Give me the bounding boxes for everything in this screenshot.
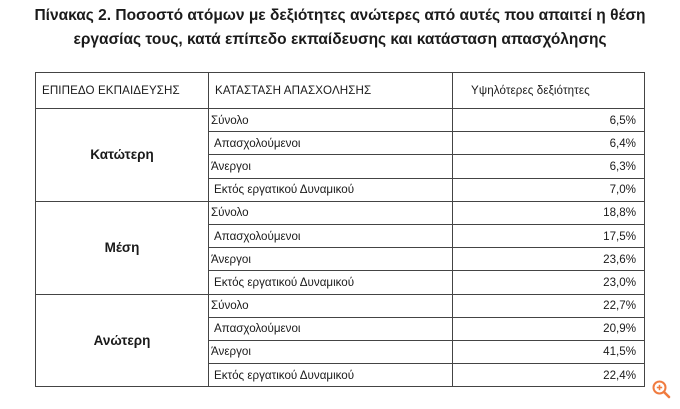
status-cell: Σύνολο <box>209 201 453 224</box>
header-employment-status: ΚΑΤΑΣΤΑΣΗ ΑΠΑΣΧΟΛΗΣΗΣ <box>209 73 453 109</box>
status-cell: Απασχολούμενοι <box>209 224 453 247</box>
status-cell: Εκτός εργατικού Δυναμικού <box>209 364 453 387</box>
value-cell: 17,5% <box>453 224 645 247</box>
header-higher-skills: Υψηλότερες δεξιότητες <box>453 73 645 109</box>
status-cell: Εκτός εργατικού Δυναμικού <box>209 271 453 294</box>
value-cell: 6,5% <box>453 109 645 132</box>
header-row <box>36 73 645 109</box>
status-cell: Άνεργοι <box>209 340 453 363</box>
status-cell: Σύνολο <box>209 294 453 317</box>
value-cell: 22,4% <box>453 364 645 387</box>
table-row <box>36 201 645 224</box>
level-cell: Κατώτερη <box>36 109 209 202</box>
header-education-level: ΕΠΙΠΕΔΟ ΕΚΠΑΙΔΕΥΣΗΣ <box>36 73 209 109</box>
value-cell: 20,9% <box>453 317 645 340</box>
caption-line-2: εργασίας τους, κατά επίπεδο εκπαίδευσης και κατάσταση απασχόλησης <box>73 31 607 48</box>
table-caption <box>0 4 680 52</box>
value-cell: 22,7% <box>453 294 645 317</box>
status-cell: Σύνολο <box>209 109 453 132</box>
level-cell: Ανώτερη <box>36 294 209 387</box>
skills-table <box>35 72 645 387</box>
value-cell: 41,5% <box>453 340 645 363</box>
value-cell: 6,4% <box>453 132 645 155</box>
zoom-button[interactable] <box>650 378 672 400</box>
status-cell: Απασχολούμενοι <box>209 317 453 340</box>
status-cell: Εκτός εργατικού Δυναμικού <box>209 178 453 201</box>
zoom-in-icon <box>650 378 672 400</box>
value-cell: 23,6% <box>453 248 645 271</box>
status-cell: Άνεργοι <box>209 155 453 178</box>
value-cell: 18,8% <box>453 201 645 224</box>
value-cell: 23,0% <box>453 271 645 294</box>
level-cell: Μέση <box>36 201 209 294</box>
value-cell: 7,0% <box>453 178 645 201</box>
status-cell: Απασχολούμενοι <box>209 132 453 155</box>
table-row <box>36 109 645 132</box>
status-cell: Άνεργοι <box>209 248 453 271</box>
caption-line-1: Πίνακας 2. Ποσοστό ατόμων με δεξιότητες ανώτερες από αυτές που απαιτεί η θέση <box>34 7 646 24</box>
table-body <box>36 109 645 387</box>
table-row <box>36 294 645 317</box>
value-cell: 6,3% <box>453 155 645 178</box>
